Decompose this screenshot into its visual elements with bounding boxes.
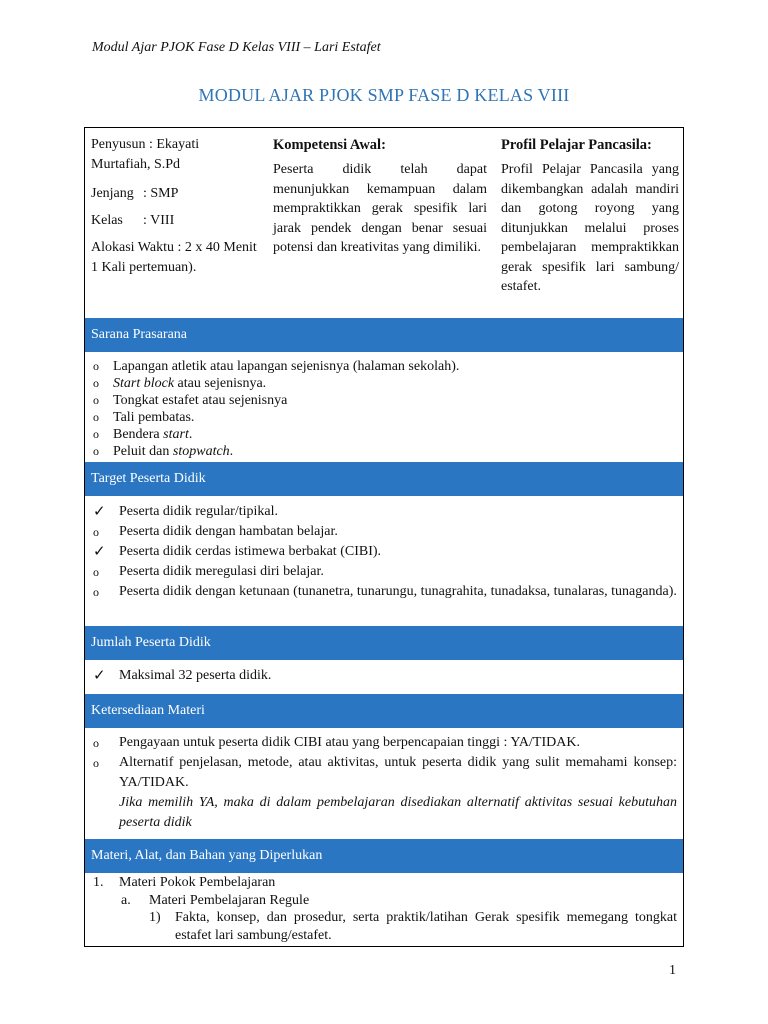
bullet-icon: o: [93, 376, 99, 390]
facilities-list: [85, 358, 683, 460]
section-header-material-availability: Ketersediaan Materi: [85, 694, 683, 728]
time-allocation: Alokasi Waktu : 2 x 40 Menit 1 Kali pertemuan).: [91, 240, 257, 275]
outline-item-1: 1. Materi Pokok Pembelajaran: [93, 875, 276, 890]
list-item: o Bendera start.: [93, 427, 193, 442]
list-item: o Peserta didik dengan ketunaan (tunanetra, tunarungu, tunagrahita, tunadaksa, tunalaras, tunaganda).: [85, 582, 683, 602]
bullet-icon: o: [93, 756, 99, 770]
list-item: o Peserta didik dengan hambatan belajar.: [85, 522, 683, 542]
initial-competence-heading: Kompetensi Awal:: [273, 137, 386, 153]
bullet-icon: o: [93, 565, 99, 579]
list-item: o Peserta didik meregulasi diri belajar.: [85, 562, 683, 582]
identity-row: [85, 128, 683, 318]
pancasila-profile-heading: Profil Pelajar Pancasila:: [501, 137, 652, 153]
list-item: ✓ Peserta didik cerdas istimewa berbakat (CIBI).: [93, 544, 382, 560]
list-item: ✓ Maksimal 32 peserta didik.: [93, 668, 272, 684]
list-item: o Start block atau sejenisnya.: [93, 376, 267, 391]
bullet-icon: o: [93, 585, 99, 599]
list-item: o Tongkat estafet atau sejenisnya: [93, 393, 288, 408]
outline-item-1a: a. Materi Pembelajaran Regule: [121, 892, 310, 908]
running-header: Modul Ajar PJOK Fase D Kelas VIII – Lari Estafet: [92, 40, 381, 55]
class-value: : VIII: [143, 213, 175, 228]
list-item: o Tali pembatas.: [93, 410, 195, 425]
bullet-icon: o: [93, 393, 99, 407]
checkmark-icon: ✓: [93, 504, 106, 520]
list-item: ✓ Peserta didik regular/tipikal.: [93, 504, 279, 520]
checkmark-icon: ✓: [93, 544, 106, 560]
identity-column: [91, 135, 259, 285]
list-item: o Peluit dan stopwatch.: [93, 444, 234, 459]
section-header-target-students: Target Peserta Didik: [85, 462, 683, 496]
document-title: MODUL AJAR PJOK SMP FASE D KELAS VIII: [198, 85, 570, 105]
section-header-student-count: Jumlah Peserta Didik: [85, 626, 683, 660]
availability-note: Jika memilih YA, maka di dalam pembelajaran disediakan alternatif aktivitas sesuai kebutuhan peserta didik: [119, 795, 677, 830]
module-table: [84, 127, 684, 947]
pancasila-profile-column: [501, 135, 679, 297]
bullet-icon: o: [93, 736, 99, 750]
page-number: 1: [669, 963, 676, 978]
bullet-icon: o: [93, 444, 99, 458]
material-availability-list: [85, 733, 683, 833]
author: Penyusun : Ekayati Murtafiah, S.Pd: [91, 137, 200, 172]
level-label: Jenjang: [91, 186, 134, 201]
section-header-facilities: Sarana Prasarana: [85, 318, 683, 352]
level-line: [91, 184, 259, 204]
list-item: o Lapangan atletik atau lapangan sejenisnya (halaman sekolah).: [93, 359, 460, 374]
bullet-icon: o: [93, 525, 99, 539]
class-line: [91, 211, 259, 231]
student-count-list: [85, 666, 683, 686]
materials-outline: [85, 874, 683, 944]
section-header-materials-tools: Materi, Alat, dan Bahan yang Diperlukan: [85, 839, 683, 873]
bullet-icon: o: [93, 427, 99, 441]
outline-item-1a1: 1) Fakta, konsep, dan prosedur, serta praktik/latihan Gerak spesifik memegang tongkat estafet lari sambung/estafet.: [149, 910, 677, 943]
target-students-list: [85, 502, 683, 602]
initial-competence-column: [273, 135, 487, 258]
pancasila-profile-text: Profil Pelajar Pancasila yang dikembangkan adalah mandiri dan gotong royong yang ditunjukkan melalui proses pembelajaran mempraktikkan gerak spesifik lari sambung/ estafet.: [501, 162, 679, 294]
list-item: o Alternatif penjelasan, metode, atau aktivitas, untuk peserta didik yang sulit memahami konsep: YA/TIDAK. Jika memilih YA, maka di dalam pembelajaran disediakan alternatif aktivitas sesuai kebutuhan peserta didik: [85, 753, 683, 833]
checkmark-icon: ✓: [93, 668, 106, 684]
class-label: Kelas: [91, 213, 123, 228]
list-item: o Pengayaan untuk peserta didik CIBI atau yang berpencapaian tinggi : YA/TIDAK.: [85, 733, 683, 753]
level-value: : SMP: [143, 186, 179, 201]
bullet-icon: o: [93, 359, 99, 373]
initial-competence-text: Peserta didik telah dapat menunjukkan kemampuan dalam mempraktikkan gerak spesifik lari jarak pendek dengan benar sesuai potensi dan kreativitas yang dimiliki.: [273, 162, 487, 255]
bullet-icon: o: [93, 410, 99, 424]
